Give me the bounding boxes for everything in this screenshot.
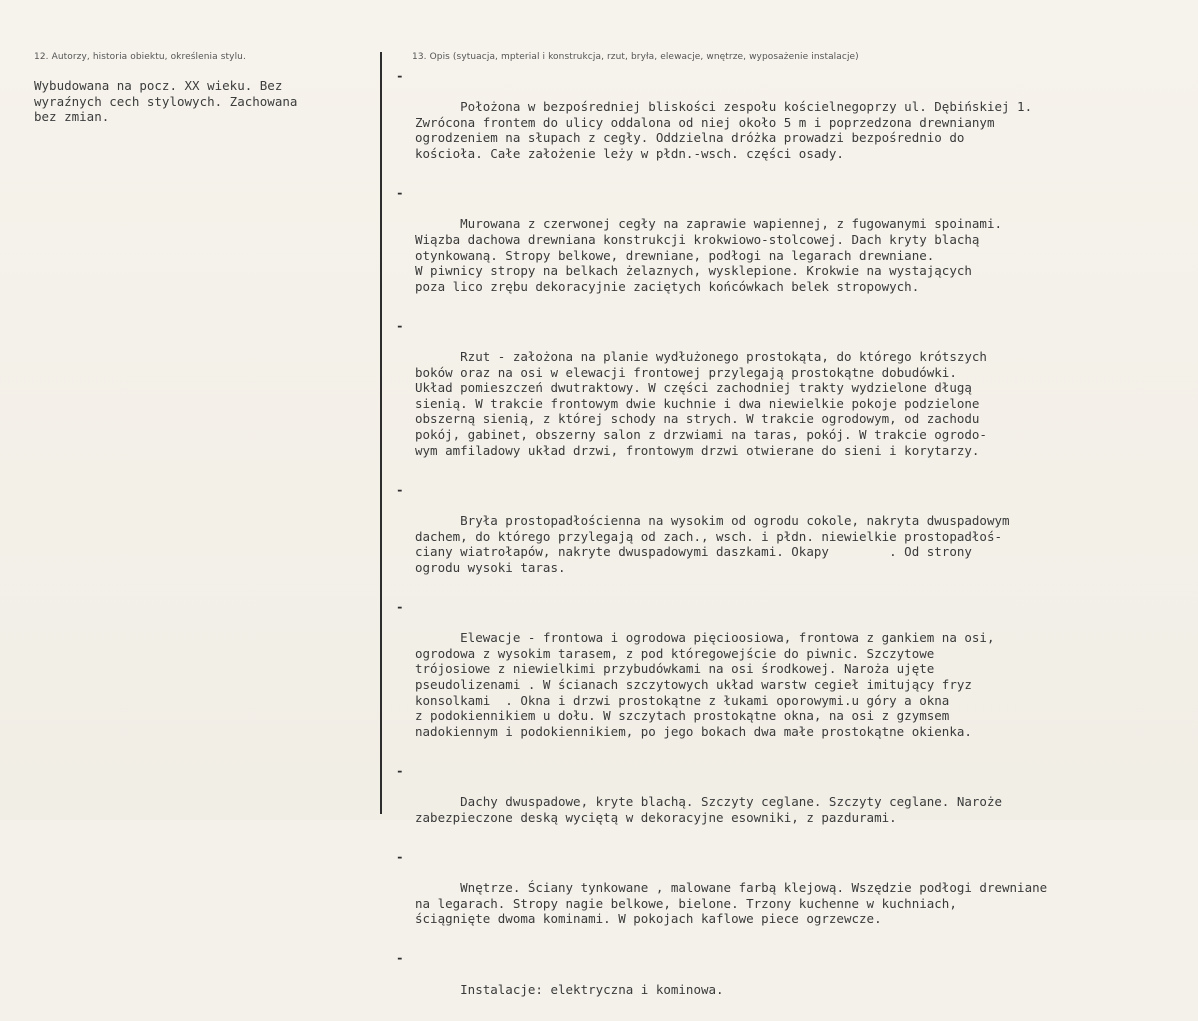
bullet-dash: - xyxy=(396,950,404,966)
description-paragraph-massing xyxy=(396,482,1191,591)
bullet-dash: - xyxy=(396,599,404,614)
bullet-dash: - xyxy=(396,762,404,778)
paragraph-text: Wnętrze. Ściany tynkowane , malowane farbą klejową. Wszędzie podłogi drewniane na legarach. Stropy nagie belkowe, bielone. Trzony kuchenne w kuchniach, ściągnięte dwoma kominami. W pokojach kaflowe piece ogrzewcze. xyxy=(415,880,1048,927)
description-paragraph-installations xyxy=(396,950,1191,1012)
description-paragraph-roofs xyxy=(396,763,1191,841)
bullet-dash: - xyxy=(396,848,404,864)
description-paragraph-material xyxy=(396,185,1191,310)
paragraph-text: Dachy dwuspadowe, kryte blachą. Szczyty ceglane. Szczyty ceglane. Naroże zabezpieczone deską wyciętą w dekoracyjne esowniki, z pazdurami. xyxy=(415,794,1003,825)
bullet-dash: - xyxy=(396,317,404,333)
bullet-dash: - xyxy=(396,185,404,201)
paragraph-text: Instalacje: elektryczna i kominowa. xyxy=(460,981,724,997)
section-12-label: 12. Autorzy, historia obiektu, określenia stylu. xyxy=(34,52,246,62)
column-divider xyxy=(380,52,382,814)
history-text: Wybudowana na pocz. XX wieku. Bez wyraźnych cech stylowych. Zachowana bez zmian. xyxy=(34,78,298,124)
paragraph-text: Rzut - założona na planie wydłużonego prostokąta, do którego krótszych boków oraz na osi w elewacji frontowej przylegają prostokątne dobudówki. Układ pomieszczeń dwutraktowy. W części zachodniej trakty wydzielone długą sienią. W trakcie frontowym dwie kuchnie i dwa niewielkie pokoje podzielone obszerną sienią, z której schody na strych. W trakcie ogrodowym, od zachodu pokój, gabinet, obszerny salon z drzwiami na taras, pokój. W trakcie ogrodo- wym amfiladowy układ drzwi, frontowym drzwi otwierane do sieni i korytarzy. xyxy=(415,349,987,458)
description-paragraph-interior xyxy=(396,849,1191,943)
paragraph-text: Bryła prostopadłościenna na wysokim od ogrodu cokole, nakryta dwuspadowym dachem, do którego przylegają od zach., wsch. i płdn. niewielkie prostopadłoś- ciany wiatrołapów, nakryte dwuspadowymi daszkami. Okapy . Od strony ogrodu wysoki taras. xyxy=(415,513,1010,575)
bullet-dash: - xyxy=(396,68,404,83)
bullet-dash: - xyxy=(396,481,404,497)
description-section xyxy=(396,68,1191,1021)
description-paragraph-location xyxy=(396,68,1191,177)
section-13-label: 13. Opis (sytuacja, mpterial i konstrukcja, rzut, bryła, elewacje, wnętrze, wyposażenie instalacje) xyxy=(412,52,859,62)
description-paragraph-elevations xyxy=(396,599,1191,755)
paragraph-text: Murowana z czerwonej cegły na zaprawie wapiennej, z fugowanymi spoinami. Wiązba dachowa drewniana konstrukcji krokwiowo-stolcowej. Dach kryty blachą otynkowaną. Stropy belkowe, drewniane, podłogi na legarach drewniane. W piwnicy stropy na belkach żelaznych, wysklepione. Krokwie na wystających poza lico zrębu dekoracyjnie zaciętych końcówkach belek stropowych. xyxy=(415,216,1003,294)
description-paragraph-plan xyxy=(396,318,1191,474)
paragraph-text: Położona w bezpośredniej bliskości zespołu kościelnegoprzy ul. Dębińskiej 1. Zwrócona frontem do ulicy oddalona od niej około 5 m i poprzedzona drewnianym ogrodzeniem na słupach z cegły. Oddzielna dróżka prowadzi bezpośrednio do kościoła. Całe założenie leży w płdn.-wsch. części osady. xyxy=(415,99,1033,161)
paragraph-text: Elewacje - frontowa i ogrodowa pięcioosiowa, frontowa z gankiem na osi, ogrodowa z wysokim tarasem, z pod któregowejście do piwnic. Szczytowe trójosiowe z niewielkimi przybudówkami na osi środkowej. Naroża ujęte pseudolizenami . W ścianach szczytowych układ warstw cegieł imitujący fryz konsolkami . Okna i drzwi prostokątne z łukami oporowymi.u góry a okna z podokiennikiem u dołu. W szczytach prostokątne okna, na osi z gzymsem nadokiennym i podokiennikiem, po jego bokach dwa małe prostokątne okienka. xyxy=(415,630,995,739)
